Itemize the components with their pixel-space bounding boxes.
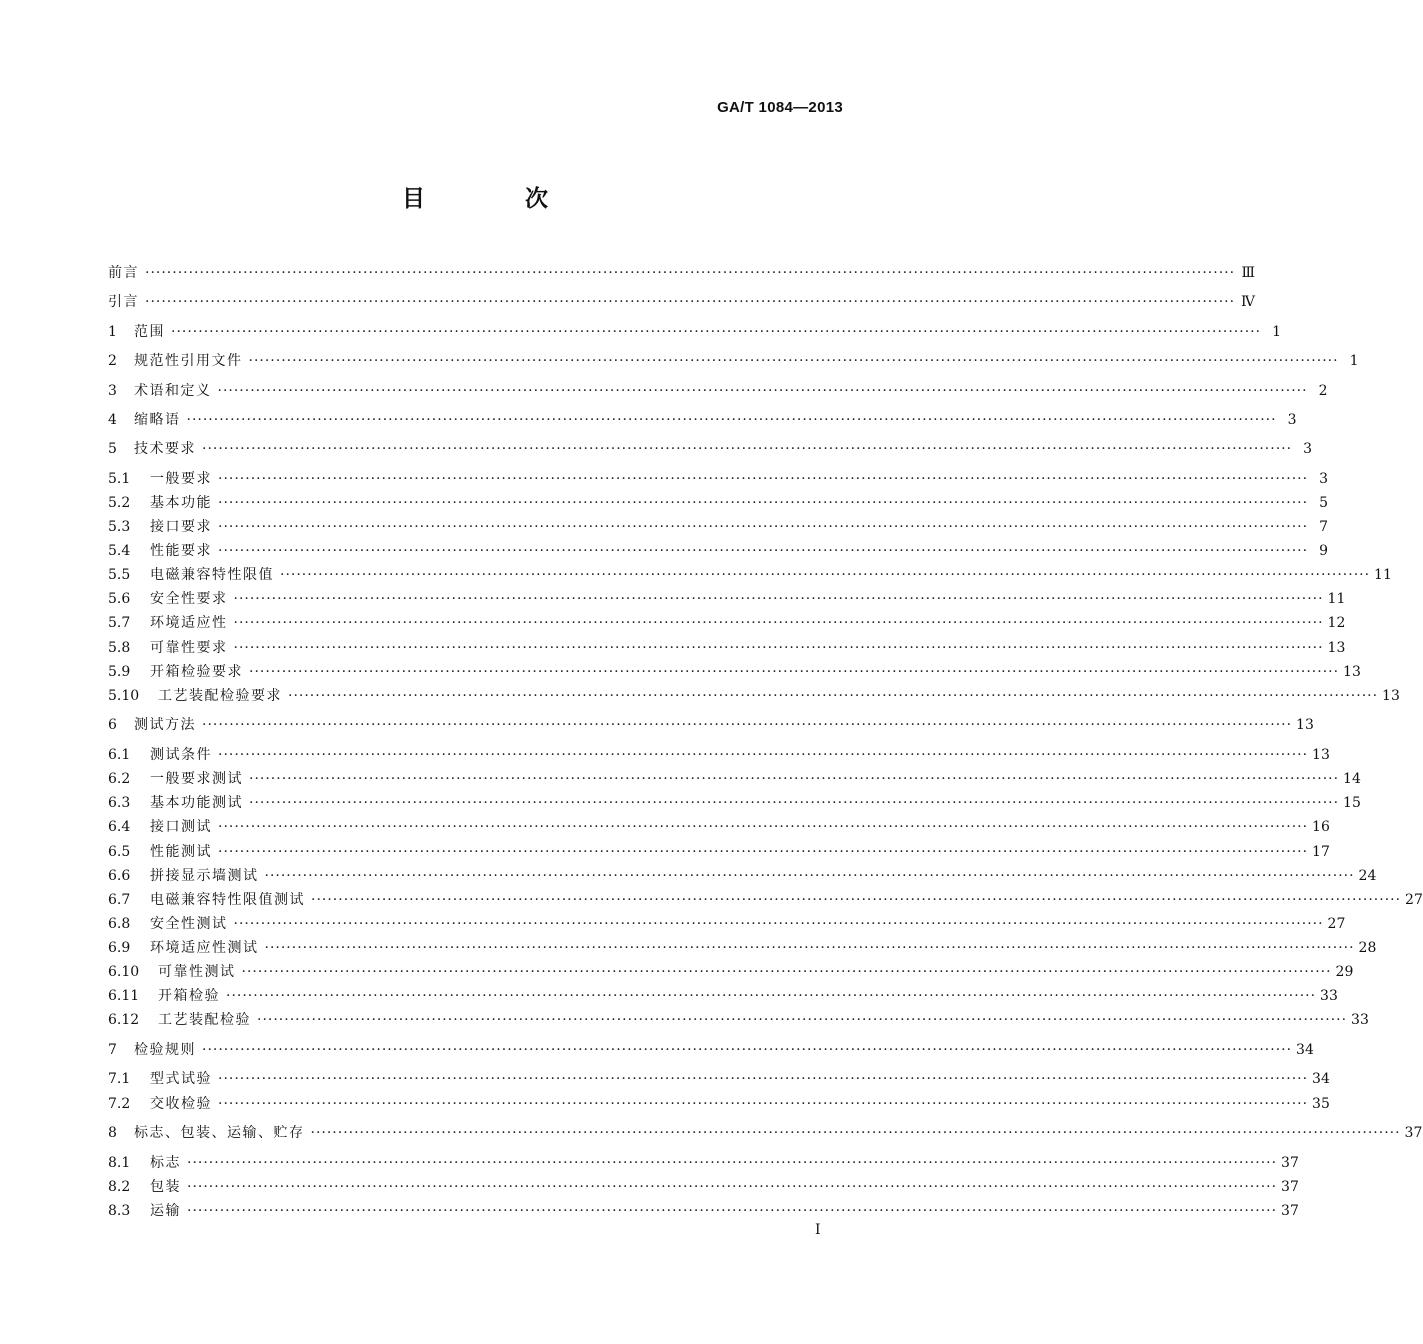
toc-entry-label: 工艺装配检验要求 [158,688,282,704]
toc-entry-page: 13 [1343,664,1361,680]
toc-leader-dots: ········································································································································································································ [218,495,1309,511]
toc-entry-page: 7 [1319,519,1329,535]
toc-entry[interactable] [108,814,1330,836]
toc-entry-page: 2 [1318,383,1328,399]
toc-leader-dots: ········································································································································································································ [217,383,1308,399]
toc-leader-dots: ········································································································································································································ [218,844,1309,860]
toc-leader-dots: ········································································································································································································ [233,640,1324,656]
toc-entry[interactable] [108,1066,1330,1088]
toc-entry-number: 6.5 [108,844,131,860]
toc-leader-dots: ········································································································································································································ [145,265,1236,281]
toc-leader-dots: ········································································································································································································ [249,664,1340,680]
toc-entry-number: 5.1 [108,471,131,487]
toc-leader-dots: ········································································································································································································ [233,916,1324,932]
toc-entry-label: 前言 [108,265,139,281]
toc-entry-page: 37 [1281,1203,1299,1219]
toc-entry-number: 5.4 [108,543,131,559]
toc-entry-page: 37 [1404,1125,1423,1141]
toc-entry-number: 5.3 [108,519,131,535]
toc-entry-page: 33 [1320,988,1338,1004]
toc-entry-label: 环境适应性测试 [150,940,259,956]
toc-entry[interactable] [108,319,1282,341]
standard-code: GA/T 1084—2013 [717,99,843,116]
toc-leader-dots: ········································································································································································································ [241,964,1332,980]
toc-entry-page: 15 [1343,795,1361,811]
toc-entry-page: 14 [1343,771,1361,787]
toc-entry[interactable] [108,490,1329,512]
toc-entry-label: 可靠性要求 [150,640,228,656]
toc-entry-page: 13 [1327,640,1346,656]
toc-entry-page: 3 [1303,441,1313,457]
toc-entry-page: 27 [1405,892,1423,908]
toc-entry-number: 8.1 [108,1155,131,1171]
toc-entry-label: 开箱检验 [158,988,220,1004]
toc-leader-dots: ········································································································································································································ [257,1012,1348,1028]
toc-leader-dots: ········································································································································································································ [288,688,1379,704]
toc-entry-page: 37 [1281,1155,1299,1171]
toc-entry[interactable] [108,790,1361,812]
toc-entry[interactable] [108,1198,1299,1220]
toc-entry-page: 33 [1351,1012,1369,1028]
toc-entry-number: 5.8 [108,640,131,656]
toc-entry[interactable] [108,1120,1423,1142]
toc-entry-label: 接口测试 [150,819,212,835]
toc-leader-dots: ········································································································································································································ [202,441,1293,457]
toc-leader-dots: ········································································································································································································ [264,940,1355,956]
toc-entry-page: 5 [1319,495,1329,511]
toc-leader-dots: ········································································································································································································ [249,795,1340,811]
toc-entry-page: 34 [1312,1071,1330,1087]
toc-leader-dots: ········································································································································································································ [310,1125,1401,1141]
toc-entry-page: 13 [1382,688,1400,704]
toc-entry-page: Ⅳ [1241,294,1256,310]
toc-leader-dots: ········································································································································································································ [233,615,1324,631]
toc-entry-label: 测试方法 [134,717,196,733]
toc-leader-dots: ········································································································································································································ [233,591,1324,607]
toc-entry-page: 3 [1287,412,1297,428]
toc-entry-label: 包装 [150,1179,181,1195]
toc-entry[interactable] [108,1150,1299,1172]
toc-entry-number: 2 [108,353,117,369]
toc-entry-number: 6 [108,717,117,733]
toc-leader-dots: ········································································································································································································ [311,892,1402,908]
toc-entry-number: 5.5 [108,567,131,583]
toc-leader-dots: ········································································································································································································ [218,1096,1309,1112]
toc-entry-page: 1 [1349,353,1359,369]
toc-entry-label: 拼接显示墙测试 [150,868,259,884]
toc-entry-number: 6.2 [108,771,131,787]
toc-leader-dots: ········································································································································································································ [218,747,1309,763]
toc-entry-label: 可靠性测试 [158,964,236,980]
toc-leader-dots: ········································································································································································································ [186,412,1277,428]
toc-entry[interactable] [108,712,1314,734]
toc-entry-label: 开箱检验要求 [150,664,243,680]
toc-entry-number: 6.4 [108,819,131,835]
toc-entry-number: 6.7 [108,892,131,908]
toc-entry-number: 6.8 [108,916,131,932]
toc-entry-label: 缩略语 [134,412,181,428]
toc-entry-number: 6.1 [108,747,131,763]
toc-leader-dots: ········································································································································································································ [264,868,1355,884]
toc-entry-page: 3 [1319,471,1329,487]
toc-entry-label: 一般要求测试 [150,771,243,787]
toc-entry-number: 6.10 [108,964,140,980]
toc-entry-number: 3 [108,383,117,399]
toc-entry[interactable] [108,378,1328,400]
toc-entry-label: 基本功能测试 [150,795,243,811]
toc-entry-number: 6.11 [108,988,140,1004]
toc-entry-label: 标志、包装、运输、贮存 [134,1125,305,1141]
toc-leader-dots: ········································································································································································································ [248,353,1339,369]
toc-entry[interactable] [108,911,1346,933]
toc-entry[interactable] [108,407,1297,429]
toc-entry-number: 5.2 [108,495,131,511]
toc-entry-label: 接口要求 [150,519,212,535]
toc-leader-dots: ········································································································································································································ [218,519,1309,535]
toc-entry-number: 8.2 [108,1179,131,1195]
toc-leader-dots: ········································································································································································································ [202,717,1293,733]
toc-leader-dots: ········································································································································································································ [218,819,1309,835]
toc-entry-number: 5 [108,441,117,457]
toc-entry-number: 5.7 [108,615,131,631]
toc-entry-page: Ⅲ [1241,265,1256,281]
toc-entry-number: 8 [108,1125,117,1141]
toc-leader-dots: ········································································································································································································ [187,1203,1278,1219]
toc-entry-label: 交收检验 [150,1096,212,1112]
page-number: I [815,1222,821,1238]
toc-entry-page: 13 [1296,717,1314,733]
toc-entry-label: 运输 [150,1203,181,1219]
toc-entry[interactable] [108,514,1329,536]
toc-entry[interactable] [108,839,1330,861]
toc-leader-dots: ········································································································································································································ [226,988,1317,1004]
toc-entry-label: 规范性引用文件 [134,353,243,369]
toc-entry[interactable] [108,1037,1314,1059]
toc-entry-label: 电磁兼容特性限值测试 [150,892,305,908]
toc-entry[interactable] [108,1174,1299,1196]
toc-entry-page: 13 [1312,747,1330,763]
toc-entry[interactable] [108,348,1359,370]
toc-leader-dots: ········································································································································································································ [145,294,1236,310]
toc-leader-dots: ········································································································································································································ [218,1071,1309,1087]
toc-entry-label: 范围 [134,324,165,340]
toc-entry[interactable] [108,562,1392,584]
toc-entry-page: 17 [1312,844,1330,860]
toc-entry-page: 11 [1327,591,1346,607]
toc-entry-page: 27 [1327,916,1346,932]
toc-entry[interactable] [108,260,1256,282]
toc-leader-dots: ········································································································································································································ [202,1042,1293,1058]
toc-entry-label: 环境适应性 [150,615,228,631]
toc-entry[interactable] [108,1091,1330,1113]
toc-entry[interactable] [108,959,1354,981]
toc-entry-label: 技术要求 [134,441,196,457]
toc-leader-dots: ········································································································································································································ [187,1179,1278,1195]
toc-entry-label: 性能测试 [150,844,212,860]
toc-entry-label: 测试条件 [150,747,212,763]
toc-leader-dots: ········································································································································································································ [171,324,1262,340]
toc-leader-dots: ········································································································································································································ [249,771,1340,787]
toc-entry-label: 基本功能 [150,495,212,511]
toc-entry-number: 6.9 [108,940,131,956]
toc-entry[interactable] [108,586,1346,608]
toc-entry-page: 24 [1358,868,1377,884]
toc-entry[interactable] [108,538,1329,560]
toc-entry-label: 安全性测试 [150,916,228,932]
toc-entry[interactable] [108,466,1329,488]
toc-entry-number: 7.1 [108,1071,131,1087]
toc-leader-dots: ········································································································································································································ [218,543,1309,559]
toc-entry[interactable] [108,436,1313,458]
toc-entry[interactable] [108,983,1338,1005]
toc-entry-label: 型式试验 [150,1071,212,1087]
toc-entry[interactable] [108,659,1361,681]
toc-entry-label: 检验规则 [134,1042,196,1058]
toc-entry-number: 4 [108,412,117,428]
toc-entry[interactable] [108,935,1377,957]
toc-entry-page: 28 [1358,940,1377,956]
toc-entry-page: 11 [1374,567,1392,583]
toc-entry-label: 电磁兼容特性限值 [150,567,274,583]
toc-entry-label: 工艺装配检验 [158,1012,251,1028]
toc-entry[interactable] [108,887,1423,909]
toc-entry-page: 12 [1327,615,1346,631]
toc-leader-dots: ········································································································································································································ [280,567,1371,583]
toc-entry-label: 术语和定义 [134,383,212,399]
toc-entry-number: 5.6 [108,591,131,607]
page-title: 目 次 [401,186,594,212]
toc-entry-page: 29 [1335,964,1354,980]
toc-entry[interactable] [108,610,1346,632]
toc-entry[interactable] [108,766,1361,788]
toc-entry-page: 16 [1312,819,1330,835]
toc-entry-label: 标志 [150,1155,181,1171]
toc-entry-page: 37 [1281,1179,1299,1195]
toc-entry-number: 5.10 [108,688,140,704]
toc-entry-label: 性能要求 [150,543,212,559]
toc-entry-number: 6.6 [108,868,131,884]
toc-entry-label: 安全性要求 [150,591,228,607]
toc-entry-number: 1 [108,324,117,340]
toc-entry[interactable] [108,635,1346,657]
toc-entry[interactable] [108,863,1377,885]
toc-leader-dots: ········································································································································································································ [187,1155,1278,1171]
toc-entry-number: 6.12 [108,1012,140,1028]
toc-entry[interactable] [108,289,1256,311]
toc-entry-page: 1 [1272,324,1282,340]
toc-entry[interactable] [108,683,1400,705]
toc-entry-number: 8.3 [108,1203,131,1219]
toc-entry-label: 一般要求 [150,471,212,487]
toc-entry-page: 34 [1296,1042,1314,1058]
toc-entry-label: 引言 [108,294,139,310]
toc-entry[interactable] [108,1007,1369,1029]
toc-entry-number: 7.2 [108,1096,131,1112]
toc-entry-number: 7 [108,1042,117,1058]
toc-entry-page: 9 [1319,543,1329,559]
toc-leader-dots: ········································································································································································································ [218,471,1309,487]
toc-entry-page: 35 [1312,1096,1330,1112]
toc-entry-number: 5.9 [108,664,131,680]
toc-entry[interactable] [108,742,1330,764]
toc-entry-number: 6.3 [108,795,131,811]
